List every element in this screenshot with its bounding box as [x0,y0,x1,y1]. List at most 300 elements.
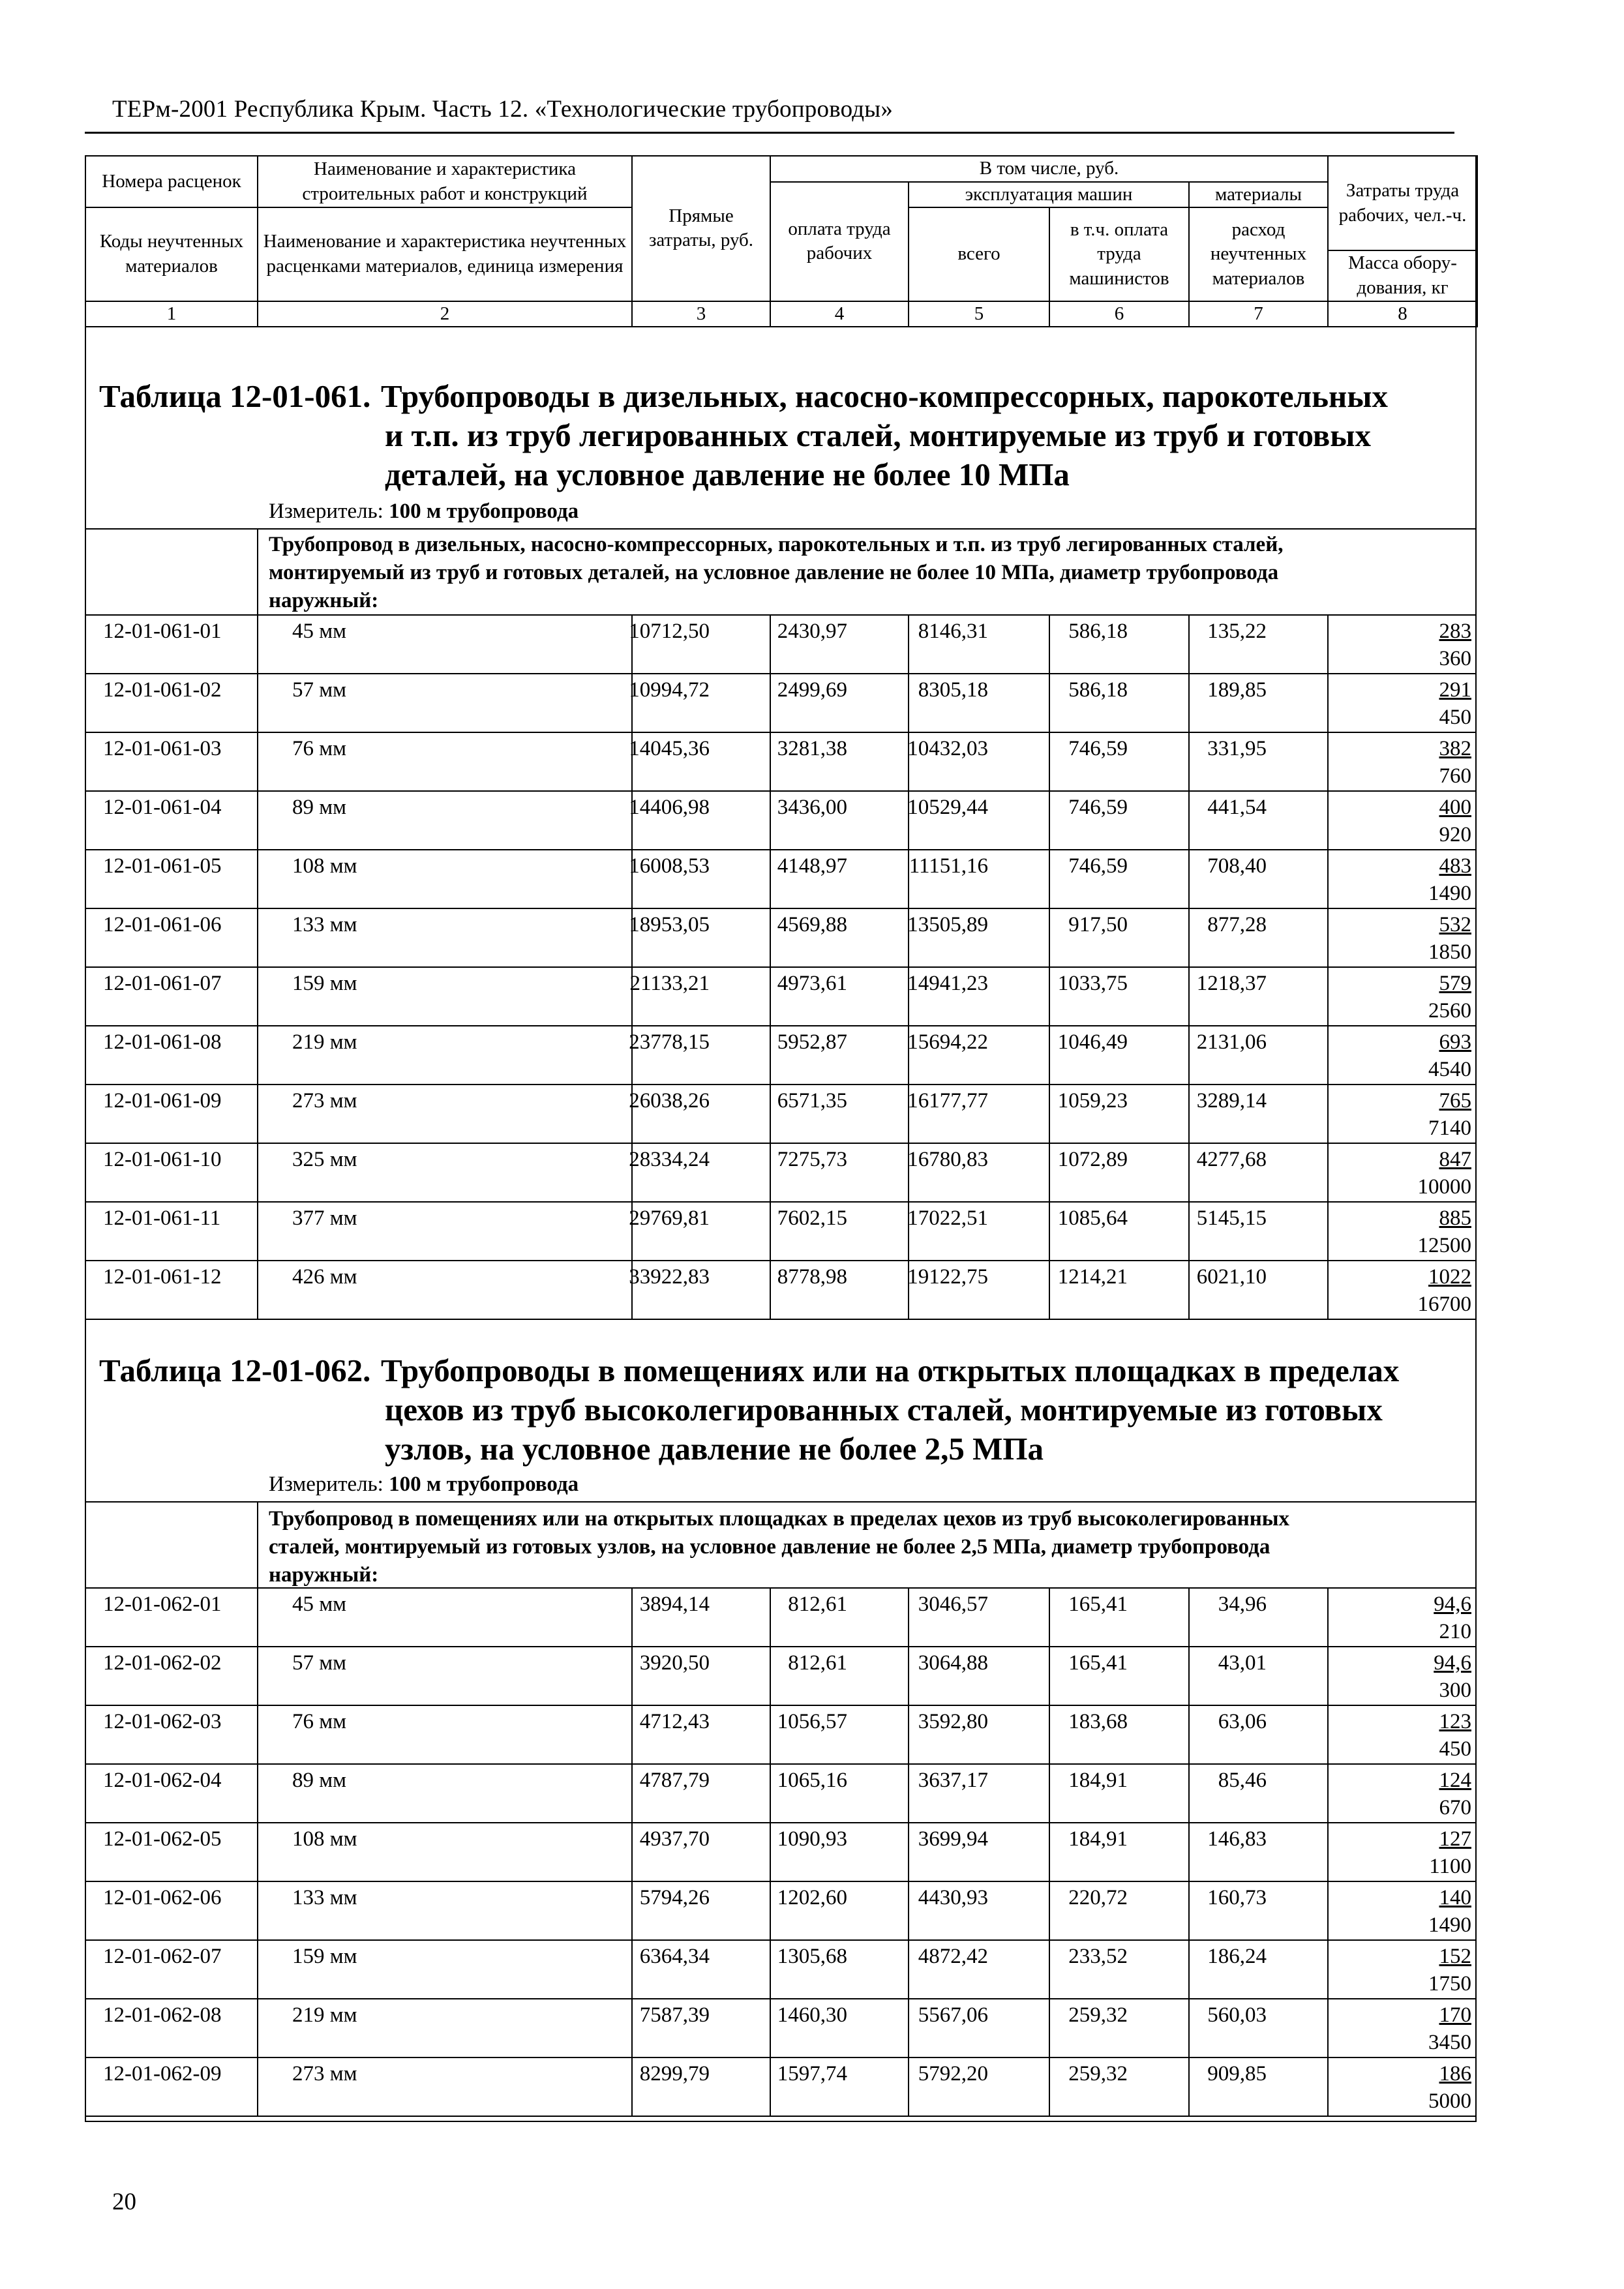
table-row [85,1941,1477,1999]
direct-cost: 29769,81 [629,1206,710,1230]
cell-border [631,1941,633,1999]
cell-border [1188,674,1190,733]
cell-border [257,792,258,850]
col-num: 1 [85,301,258,327]
incl-header: В том числе, руб. [770,156,1328,182]
materials-cost: 4277,68 [1196,1148,1267,1171]
pipe-diameter: 76 мм [292,1710,347,1733]
cell-border [1049,1823,1050,1882]
cell-border [257,1999,258,2058]
operator-wage: 586,18 [1068,620,1128,643]
pipe-diameter: 108 мм [292,854,357,878]
pipe-diameter: 159 мм [292,972,357,995]
machine-cost: 15694,22 [907,1030,988,1054]
materials-cost: 6021,10 [1196,1265,1267,1289]
pipe-diameter: 273 мм [292,2062,357,2086]
labor-wage: 1460,30 [777,2003,847,2027]
rate-code: 12-01-061-04 [103,796,222,819]
operator-wage: 184,91 [1068,1827,1128,1851]
equipment-mass: 1750 [1428,1972,1471,1996]
operator-wage: 746,59 [1068,737,1128,760]
direct-cost: 14045,36 [629,737,710,760]
table-row [85,1765,1477,1823]
operator-wage: 586,18 [1068,678,1128,702]
description-line: Трубопровод в дизельных, насосно-компрессорных, парокотельных и т.п. из труб легированных сталей, [269,533,1284,556]
cell-border [1049,1203,1050,1261]
operator-wage: 259,32 [1068,2062,1128,2086]
cell-border [770,1026,771,1085]
equipment-mass: 360 [1439,647,1471,670]
materials-cost: 877,28 [1207,913,1267,936]
rate-code: 12-01-062-08 [103,2003,222,2027]
direct-cost: 21133,21 [629,972,710,995]
cell-border [770,850,771,909]
equipment-mass: 450 [1439,1737,1471,1761]
labor-wage: 812,61 [788,1593,847,1616]
equipment-mass: 2560 [1428,999,1471,1023]
labor-hours: 885 [1439,1206,1471,1230]
cell-border [257,616,258,674]
materials-cost: 331,95 [1207,737,1267,760]
cell-border [908,1882,909,1941]
description-line: наружный: [269,1563,379,1587]
table-row [85,1144,1477,1203]
cell-border [1327,1589,1329,1647]
materials-cost: 160,73 [1207,1886,1267,1909]
machine-cost: 11151,16 [909,854,988,878]
rate-code: 12-01-061-07 [103,972,222,995]
cell-border [908,1823,909,1882]
materials-cost: 5145,15 [1196,1206,1267,1230]
section-divider [85,1501,1477,1503]
cell-border [1327,1647,1329,1706]
machine-cost: 17022,51 [907,1206,988,1230]
cell-border [257,1941,258,1999]
rate-code: 12-01-062-03 [103,1710,222,1733]
rate-code: 12-01-062-06 [103,1886,222,1909]
table-title-line: цехов из труб высоколегированных сталей, монтируемые из готовых [385,1392,1383,1428]
pipe-diameter: 219 мм [292,1030,357,1054]
col-num: 5 [909,301,1049,327]
materials-header: материалы [1189,182,1328,208]
cell-border [770,1589,771,1647]
labor-hours: 291 [1439,678,1471,702]
pipe-diameter: 219 мм [292,2003,357,2027]
col-num: 7 [1189,301,1328,327]
cell-border [257,674,258,733]
machine-cost: 13505,89 [907,913,988,936]
equipment-mass: 300 [1439,1679,1471,1702]
rate-code: 12-01-062-07 [103,1945,222,1968]
machine-cost: 5792,20 [918,2062,988,2086]
cell-border [1327,1261,1329,1320]
col4-header: оплата труда рабочих [770,182,909,301]
table-row [85,1706,1477,1765]
direct-cost: 10712,50 [629,620,710,643]
labor-wage: 2499,69 [777,678,847,702]
desc-left-border [257,528,258,616]
cell-border [1327,1882,1329,1941]
cell-border [770,733,771,792]
labor-wage: 812,61 [788,1651,847,1675]
labor-wage: 1202,60 [777,1886,847,1909]
operator-wage: 1033,75 [1057,972,1128,995]
equipment-mass: 4540 [1428,1058,1471,1081]
table-row [85,733,1477,792]
table-row [85,1823,1477,1882]
cell-border [1049,792,1050,850]
cell-border [257,1026,258,1085]
table-row [85,1203,1477,1261]
direct-cost: 8299,79 [639,2062,710,2086]
pipe-diameter: 325 мм [292,1148,357,1171]
materials-cost: 186,24 [1207,1945,1267,1968]
labor-hours: 579 [1439,972,1471,995]
operator-wage: 184,91 [1068,1769,1128,1792]
machines-header: эксплуатация машин [909,182,1189,208]
cell-border [257,909,258,968]
cell-border [257,1085,258,1144]
cell-border [1049,1999,1050,2058]
cell-border [1327,1706,1329,1765]
description-line: сталей, монтируемый из готовых узлов, на условное давление не более 2,5 МПа, диаметр трубопровода [269,1535,1271,1559]
cell-border [1327,1941,1329,1999]
cell-border [1188,909,1190,968]
rate-code: 12-01-062-09 [103,2062,222,2086]
cell-border [1188,1026,1190,1085]
rate-code: 12-01-061-01 [103,620,222,643]
table-row [85,1085,1477,1144]
cell-border [257,1144,258,1203]
equipment-mass: 1100 [1429,1855,1471,1878]
machine-cost: 16780,83 [907,1148,988,1171]
rate-code: 12-01-062-02 [103,1651,222,1675]
operator-wage: 1046,49 [1057,1030,1128,1054]
description-line: монтируемый из труб и готовых деталей, на условное давление не более 10 МПа, диаметр трубопровода [269,561,1279,584]
cell-border [257,2058,258,2117]
cell-border [770,968,771,1026]
col2-top-header: Наименование и характеристика строительных работ и конструкций [258,156,632,207]
pipe-diameter: 426 мм [292,1265,357,1289]
cell-border [1188,1085,1190,1144]
cell-border [1049,1706,1050,1765]
labor-wage: 5952,87 [777,1030,847,1054]
cell-border [631,1706,633,1765]
equipment-mass: 1490 [1428,882,1471,905]
labor-hours: 283 [1439,620,1471,643]
equipment-mass: 3450 [1428,2031,1471,2054]
cell-border [908,674,909,733]
cell-border [1327,733,1329,792]
col1-bottom-header: Коды неучтенных материалов [85,207,258,301]
labor-wage: 7602,15 [777,1206,847,1230]
cell-border [1327,674,1329,733]
direct-cost: 5794,26 [639,1886,710,1909]
operator-wage: 259,32 [1068,2003,1128,2027]
materials-cost: 189,85 [1207,678,1267,702]
cell-border [1188,1882,1190,1941]
labor-wage: 1065,16 [777,1769,847,1792]
col5-header: всего [909,207,1049,301]
cell-border [908,2058,909,2117]
cell-border [631,1647,633,1706]
pipe-diameter: 89 мм [292,1769,347,1792]
direct-cost: 3920,50 [639,1651,710,1675]
cell-border [770,1261,771,1320]
cell-border [770,792,771,850]
table-row [85,1026,1477,1085]
equipment-mass: 1490 [1428,1913,1471,1937]
materials-cost: 34,96 [1218,1593,1267,1616]
equipment-mass: 7140 [1428,1116,1471,1140]
operator-wage: 183,68 [1068,1710,1128,1733]
machine-cost: 3699,94 [918,1827,988,1851]
cell-border [257,1261,258,1320]
labor-hours: 94,6 [1434,1651,1471,1675]
labor-hours: 123 [1439,1710,1471,1733]
cell-border [1049,1647,1050,1706]
col3-header: Прямые затраты, руб. [632,156,770,301]
cell-border [257,1765,258,1823]
machine-cost: 5567,06 [918,2003,988,2027]
materials-cost: 2131,06 [1196,1030,1267,1054]
cell-border [770,2058,771,2117]
cell-border [257,850,258,909]
rate-code: 12-01-061-09 [103,1089,222,1113]
labor-wage: 2430,97 [777,620,847,643]
labor-wage: 6571,35 [777,1089,847,1113]
labor-wage: 1305,68 [777,1945,847,1968]
cell-border [1049,733,1050,792]
cell-border [1327,1026,1329,1085]
cell-border [1049,1765,1050,1823]
direct-cost: 7587,39 [639,2003,710,2027]
table-row [85,2058,1477,2117]
direct-cost: 23778,15 [629,1030,710,1054]
description-line: Трубопровод в помещениях или на открытых площадках в пределах цехов из труб высоколегированных [269,1507,1289,1531]
table-title-caption: Таблица 12-01-062. [99,1353,371,1388]
direct-cost: 4787,79 [639,1769,710,1792]
cell-border [770,674,771,733]
cell-border [1327,1823,1329,1882]
table-title-caption: Таблица 12-01-061. [99,378,371,414]
col8-bottom-header: Масса обору-дования, кг [1328,250,1477,301]
col-num: 4 [770,301,909,327]
labor-hours: 483 [1439,854,1471,878]
cell-border [770,1882,771,1941]
table-title-line: Трубопроводы в помещениях или на открытых площадках в пределах [381,1353,1400,1388]
labor-hours: 382 [1439,737,1471,760]
table-title-line: узлов, на условное давление не более 2,5 МПа [385,1431,1044,1467]
operator-wage: 1059,23 [1057,1089,1128,1113]
cell-border [1049,968,1050,1026]
table-row [85,1647,1477,1706]
table-title-line: и т.п. из труб легированных сталей, монтируемые из труб и готовых [385,417,1371,453]
table-row [85,616,1477,674]
labor-wage: 3281,38 [777,737,847,760]
pipe-diameter: 159 мм [292,1945,357,1968]
table-row [85,674,1477,733]
direct-cost: 18953,05 [629,913,710,936]
materials-cost: 441,54 [1207,796,1267,819]
cell-border [1049,674,1050,733]
direct-cost: 4712,43 [639,1710,710,1733]
col-num: 2 [258,301,632,327]
equipment-mass: 670 [1439,1796,1471,1819]
cell-border [770,1203,771,1261]
pipe-diameter: 76 мм [292,737,347,760]
materials-cost: 909,85 [1207,2062,1267,2086]
table-row [85,850,1477,909]
cell-border [257,1823,258,1882]
rate-code: 12-01-061-02 [103,678,222,702]
cell-border [908,1589,909,1647]
equipment-mass: 920 [1439,823,1471,846]
cell-border [770,1144,771,1203]
labor-hours: 152 [1439,1945,1471,1968]
labor-wage: 1597,74 [777,2062,847,2086]
col6-header: в т.ч. оплата труда машинистов [1049,207,1189,301]
pipe-diameter: 133 мм [292,1886,357,1909]
labor-hours: 94,6 [1434,1593,1471,1616]
direct-cost: 14406,98 [629,796,710,819]
cell-border [1049,1144,1050,1203]
cell-border [908,1999,909,2058]
cell-border [908,1647,909,1706]
cell-border [631,1823,633,1882]
cell-border [1327,850,1329,909]
labor-hours: 400 [1439,796,1471,819]
pipe-diameter: 45 мм [292,1593,347,1616]
labor-wage: 4569,88 [777,913,847,936]
materials-cost: 3289,14 [1196,1089,1267,1113]
cell-border [257,733,258,792]
section-divider [85,528,1477,530]
operator-wage: 233,52 [1068,1945,1128,1968]
machine-cost: 8146,31 [918,620,988,643]
description-line: наружный: [269,589,379,612]
direct-cost: 33922,83 [629,1265,710,1289]
machine-cost: 10432,03 [907,737,988,760]
pipe-diameter: 89 мм [292,796,347,819]
cell-border [1327,1144,1329,1203]
materials-cost: 1218,37 [1196,972,1267,995]
machine-cost: 3592,80 [918,1710,988,1733]
materials-cost: 135,22 [1207,620,1267,643]
machine-cost: 3064,88 [918,1651,988,1675]
cell-border [631,2058,633,2117]
equipment-mass: 10000 [1417,1175,1471,1199]
materials-cost: 43,01 [1218,1651,1267,1675]
rate-code: 12-01-061-03 [103,737,222,760]
cell-border [1188,1999,1190,2058]
equipment-mass: 210 [1439,1620,1471,1643]
cell-border [1327,1203,1329,1261]
measure-unit [269,1473,579,1497]
direct-cost: 26038,26 [629,1089,710,1113]
cell-border [908,1765,909,1823]
col-num: 8 [1328,301,1477,327]
cell-border [1188,1647,1190,1706]
labor-wage: 8778,98 [777,1265,847,1289]
cell-border [770,1765,771,1823]
cell-border [1327,1765,1329,1823]
cell-border [1188,1823,1190,1882]
materials-cost: 85,46 [1218,1769,1267,1792]
labor-wage: 4973,61 [777,972,847,995]
pipe-diameter: 108 мм [292,1827,357,1851]
section-description [269,531,1462,615]
cell-border [1188,1941,1190,1999]
equipment-mass: 450 [1439,706,1471,729]
operator-wage: 1085,64 [1057,1206,1128,1230]
operator-wage: 1214,21 [1057,1265,1128,1289]
operator-wage: 165,41 [1068,1593,1128,1616]
labor-hours: 532 [1439,913,1471,936]
cell-border [257,1647,258,1706]
measure-label: Измеритель: [269,1473,383,1496]
cell-border [1049,909,1050,968]
cell-border [1188,733,1190,792]
pipe-diameter: 273 мм [292,1089,357,1113]
labor-hours: 693 [1439,1030,1471,1054]
labor-hours: 127 [1439,1827,1471,1851]
col8-top-header: Затраты труда рабочих, чел.-ч. [1328,156,1477,250]
cell-border [1188,850,1190,909]
cell-border [1049,850,1050,909]
cell-border [770,1085,771,1144]
rate-code: 12-01-062-04 [103,1769,222,1792]
materials-cost: 146,83 [1207,1827,1267,1851]
cell-border [1188,1203,1190,1261]
cell-border [1327,1085,1329,1144]
table-row [85,792,1477,850]
labor-wage: 1056,57 [777,1710,847,1733]
cell-border [908,1706,909,1765]
machine-cost: 4430,93 [918,1886,988,1909]
direct-cost: 4937,70 [639,1827,710,1851]
cell-border [1188,1589,1190,1647]
labor-wage: 7275,73 [777,1148,847,1171]
cell-border [770,616,771,674]
rate-code: 12-01-061-08 [103,1030,222,1054]
cell-border [1049,1941,1050,1999]
machine-cost: 10529,44 [907,796,988,819]
desc-left-border [257,1501,258,1589]
machine-cost: 3046,57 [918,1593,988,1616]
rate-code: 12-01-062-01 [103,1593,222,1616]
labor-hours: 186 [1439,2062,1471,2086]
labor-hours: 847 [1439,1148,1471,1171]
cell-border [1327,792,1329,850]
rate-code: 12-01-061-06 [103,913,222,936]
cell-border [1188,1765,1190,1823]
section-description [269,1505,1462,1589]
rate-code: 12-01-061-05 [103,854,222,878]
cell-border [1188,968,1190,1026]
materials-cost: 708,40 [1207,854,1267,878]
labor-hours: 124 [1439,1769,1471,1792]
cell-border [1327,968,1329,1026]
machine-cost: 14941,23 [907,972,988,995]
cell-border [631,1589,633,1647]
page-number: 20 [112,2189,136,2215]
cell-border [770,1647,771,1706]
direct-cost: 3894,14 [639,1593,710,1616]
labor-wage: 1090,93 [777,1827,847,1851]
cell-border [770,1706,771,1765]
cell-border [770,909,771,968]
